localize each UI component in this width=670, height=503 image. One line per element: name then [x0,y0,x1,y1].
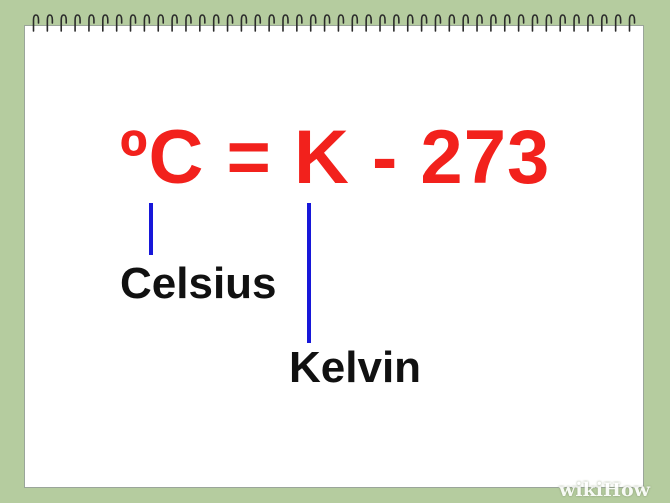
binding-ring [144,15,149,31]
binding-ring [532,15,537,31]
binding-ring [34,15,39,31]
binding-ring [325,15,330,31]
binding-ring [172,15,177,31]
binding-ring [394,15,399,31]
kelvin-connector-line [307,203,311,343]
binding-ring [241,15,246,31]
celsius-label: Celsius [120,259,277,308]
spiral-binding-icon [24,12,644,34]
binding-ring [75,15,80,31]
binding-ring [519,15,524,31]
binding-ring [505,15,510,31]
kelvin-label: Kelvin [289,343,422,392]
binding-ring [435,15,440,31]
binding-ring [283,15,288,31]
binding-ring [366,15,371,31]
binding-ring [616,15,621,31]
binding-ring [158,15,163,31]
binding-ring [560,15,565,31]
binding-ring [255,15,260,31]
notepad-paper [24,25,644,488]
binding-ring [61,15,66,31]
binding-ring [311,15,316,31]
binding-ring [338,15,343,31]
conversion-formula: ºC = K - 273 [119,115,551,200]
celsius-connector-line [149,203,153,255]
binding-ring [449,15,454,31]
binding-ring [630,15,635,31]
binding-ring [574,15,579,31]
binding-ring [602,15,607,31]
binding-ring [103,15,108,31]
binding-ring [89,15,94,31]
binding-ring [297,15,302,31]
binding-ring [477,15,482,31]
binding-ring [131,15,136,31]
watermark-how: How [603,479,650,501]
binding-ring [200,15,205,31]
watermark-wiki: wiki [559,479,604,501]
binding-ring [186,15,191,31]
binding-ring [47,15,52,31]
binding-ring [463,15,468,31]
binding-ring [422,15,427,31]
binding-ring [214,15,219,31]
binding-ring [117,15,122,31]
binding-ring [269,15,274,31]
binding-ring [380,15,385,31]
binding-ring [228,15,233,31]
binding-ring [352,15,357,31]
binding-ring [491,15,496,31]
binding-ring [546,15,551,31]
binding-ring [408,15,413,31]
binding-ring [588,15,593,31]
wikihow-watermark [559,479,650,501]
